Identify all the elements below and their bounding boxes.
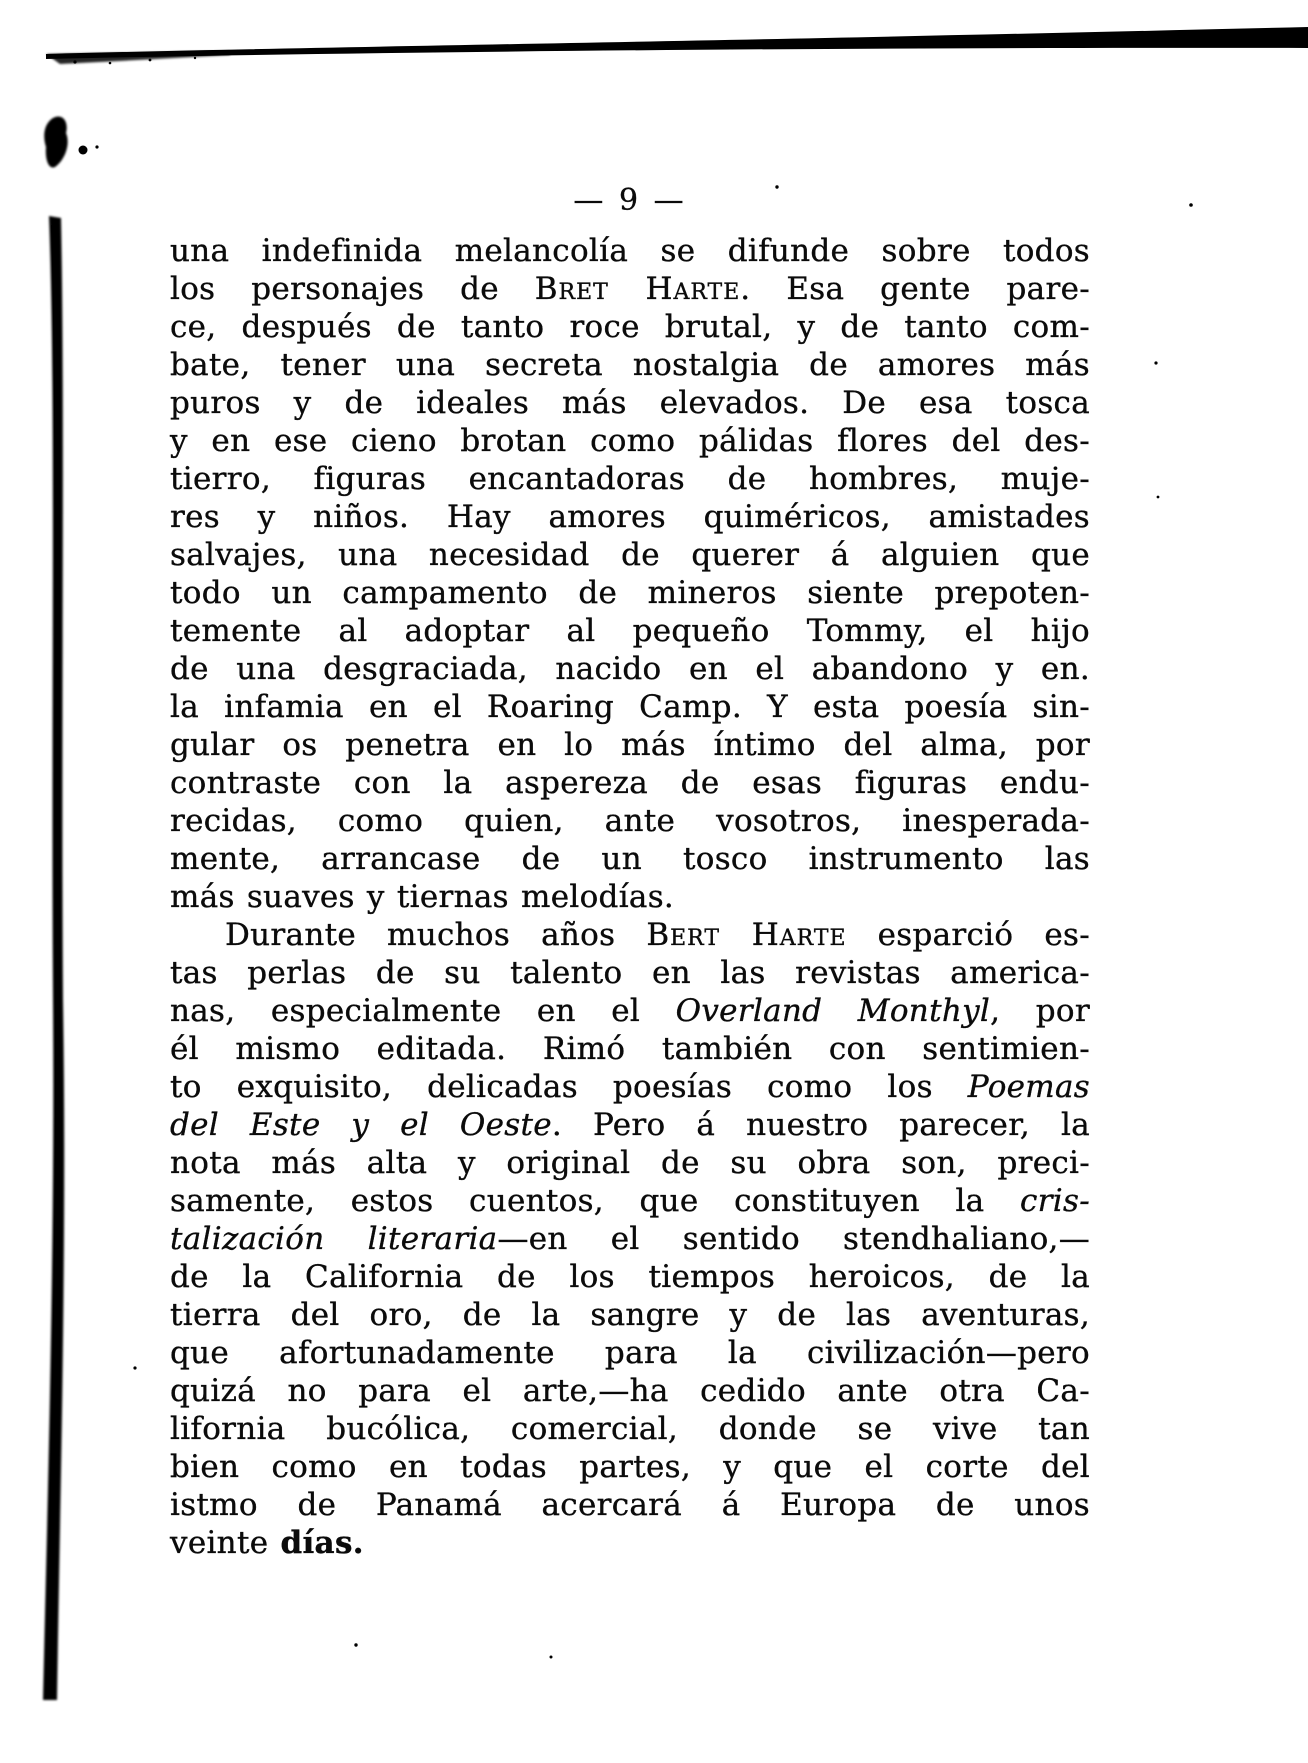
text-segment: la infamia en el Roaring Camp. Y esta poesía sin- bbox=[170, 689, 1090, 725]
text-segment: lifornia bucólica, comercial, donde se vive tan bbox=[170, 1411, 1090, 1447]
text-line bbox=[170, 1258, 1090, 1296]
text-segment: tierro, figuras encantadoras de hombres, muje- bbox=[170, 461, 1090, 497]
ink-dot bbox=[95, 145, 98, 148]
text-segment: una indefinida melancolía se difunde sobre todos bbox=[170, 233, 1090, 269]
text-line bbox=[170, 460, 1090, 498]
text-segment: istmo de Panamá acercará á Europa de unos bbox=[170, 1487, 1090, 1523]
text-segment: los personajes de bbox=[170, 271, 535, 307]
text-segment: de una desgraciada, nacido en el abandono y en. bbox=[170, 651, 1090, 687]
text-line bbox=[170, 1296, 1090, 1334]
text-segment: veinte bbox=[170, 1525, 281, 1561]
text-block bbox=[170, 182, 1090, 1562]
top-edge-speck bbox=[109, 62, 112, 65]
text-segment: nota más alta y original de su obra son, preci- bbox=[170, 1145, 1090, 1181]
text-segment: res y niños. Hay amores quiméricos, amistades bbox=[170, 499, 1090, 535]
binding-shadow-streak bbox=[43, 216, 64, 1700]
italic-title-text: Poemas bbox=[967, 1069, 1090, 1105]
text-line bbox=[170, 1410, 1090, 1448]
text-line bbox=[170, 1068, 1090, 1106]
page-number: — 9 — bbox=[573, 183, 687, 218]
text-segment: que afortunadamente para la civilización—pero bbox=[170, 1335, 1090, 1371]
text-line bbox=[170, 726, 1090, 764]
top-edge-speck bbox=[149, 59, 152, 62]
binding-shadow-core bbox=[46, 225, 61, 1695]
text-line bbox=[170, 346, 1090, 384]
text-line bbox=[170, 802, 1090, 840]
text-line bbox=[170, 954, 1090, 992]
text-line bbox=[170, 1486, 1090, 1524]
text-line bbox=[170, 840, 1090, 878]
text-line bbox=[170, 916, 1090, 954]
italic-title-text: cris- bbox=[1020, 1183, 1090, 1219]
text-line bbox=[170, 232, 1090, 270]
text-segment: todo un campamento de mineros siente prepoten- bbox=[170, 575, 1090, 611]
paragraphs bbox=[170, 232, 1090, 1562]
paper-speck bbox=[1157, 496, 1160, 499]
text-line bbox=[170, 536, 1090, 574]
text-segment: de la California de los tiempos heroicos, de la bbox=[170, 1259, 1090, 1295]
text-line bbox=[170, 650, 1090, 688]
paper-speck bbox=[1189, 203, 1193, 207]
text-segment: tas perlas de su talento en las revistas america- bbox=[170, 955, 1090, 991]
text-segment: más suaves y tiernas melodías. bbox=[170, 879, 675, 915]
text-line bbox=[170, 1106, 1090, 1144]
text-segment: y en ese cieno brotan como pálidas flores del des- bbox=[170, 423, 1090, 459]
text-segment: bien como en todas partes, y que el corte del bbox=[170, 1449, 1090, 1485]
text-line bbox=[170, 1182, 1090, 1220]
paper-speck bbox=[1154, 361, 1157, 364]
top-edge-scan-bar bbox=[46, 27, 1308, 59]
text-segment: gular os penetra en lo más íntimo del alma, por bbox=[170, 727, 1090, 763]
text-segment: samente, estos cuentos, que constituyen la bbox=[170, 1183, 1021, 1219]
paper-speck bbox=[550, 1656, 553, 1659]
text-line bbox=[170, 1030, 1090, 1068]
text-line bbox=[170, 308, 1090, 346]
text-line bbox=[170, 992, 1090, 1030]
italic-title-text: Overland Monthyl bbox=[675, 993, 991, 1029]
text-segment: quizá no para el arte,—ha cedido ante otra Ca- bbox=[170, 1373, 1090, 1409]
text-segment: puros y de ideales más elevados. De esa tosca bbox=[170, 385, 1090, 421]
text-segment: to exquisito, delicadas poesías como los bbox=[170, 1069, 968, 1105]
text-segment: ce, después de tanto roce brutal, y de tanto com- bbox=[170, 309, 1090, 345]
text-segment: , por bbox=[990, 993, 1090, 1029]
text-segment: nas, especialmente en el bbox=[170, 993, 676, 1029]
text-line bbox=[170, 1220, 1090, 1258]
text-line bbox=[170, 498, 1090, 536]
text-segment: —en el sentido stendhaliano,— bbox=[497, 1221, 1090, 1257]
text-line bbox=[170, 688, 1090, 726]
text-line bbox=[170, 270, 1090, 308]
text-line bbox=[170, 1448, 1090, 1486]
text-segment: . Pero á nuestro parecer, la bbox=[551, 1107, 1090, 1143]
paper-speck bbox=[133, 1366, 136, 1369]
text-line bbox=[170, 422, 1090, 460]
text-line bbox=[170, 1524, 1090, 1562]
text-segment: él mismo editada. Rimó también con sentimien- bbox=[170, 1031, 1090, 1067]
text-segment: recidas, como quien, ante vosotros, inesperada- bbox=[170, 803, 1090, 839]
text-line bbox=[170, 574, 1090, 612]
text-segment: Durante muchos años bbox=[225, 917, 647, 953]
text-line bbox=[170, 384, 1090, 422]
ink-dot bbox=[79, 146, 88, 155]
text-segment: temente al adoptar al pequeño Tommy, el hijo bbox=[170, 613, 1090, 649]
text-segment: salvajes, una necesidad de querer á alguien que bbox=[170, 537, 1090, 573]
ink-blob bbox=[44, 116, 67, 167]
text-line bbox=[170, 878, 1090, 916]
text-segment: esparció es- bbox=[846, 917, 1090, 953]
text-segment: mente, arrancase de un tosco instrumento las bbox=[170, 841, 1090, 877]
text-line bbox=[170, 1334, 1090, 1372]
italic-title-text: talización literaria bbox=[170, 1221, 498, 1257]
smallcaps-proper-name: Bret Harte bbox=[534, 271, 741, 307]
top-edge-speck bbox=[194, 57, 196, 59]
text-segment: bate, tener una secreta nostalgia de amores más bbox=[170, 347, 1090, 383]
text-line bbox=[170, 1372, 1090, 1410]
italic-title-text: del Este y el Oeste bbox=[170, 1107, 552, 1143]
smallcaps-proper-name: Bert Harte bbox=[646, 917, 847, 953]
top-edge-fringe bbox=[46, 51, 230, 64]
text-line bbox=[170, 612, 1090, 650]
top-edge-speck bbox=[73, 60, 76, 63]
text-segment: contraste con la aspereza de esas figuras endu- bbox=[170, 765, 1090, 801]
bold-text: días. bbox=[280, 1525, 364, 1561]
text-line bbox=[170, 1144, 1090, 1182]
text-segment: tierra del oro, de la sangre y de las aventuras, bbox=[170, 1297, 1090, 1333]
paper-speck bbox=[354, 1643, 357, 1646]
text-segment: . Esa gente pare- bbox=[740, 271, 1090, 307]
text-line bbox=[170, 764, 1090, 802]
